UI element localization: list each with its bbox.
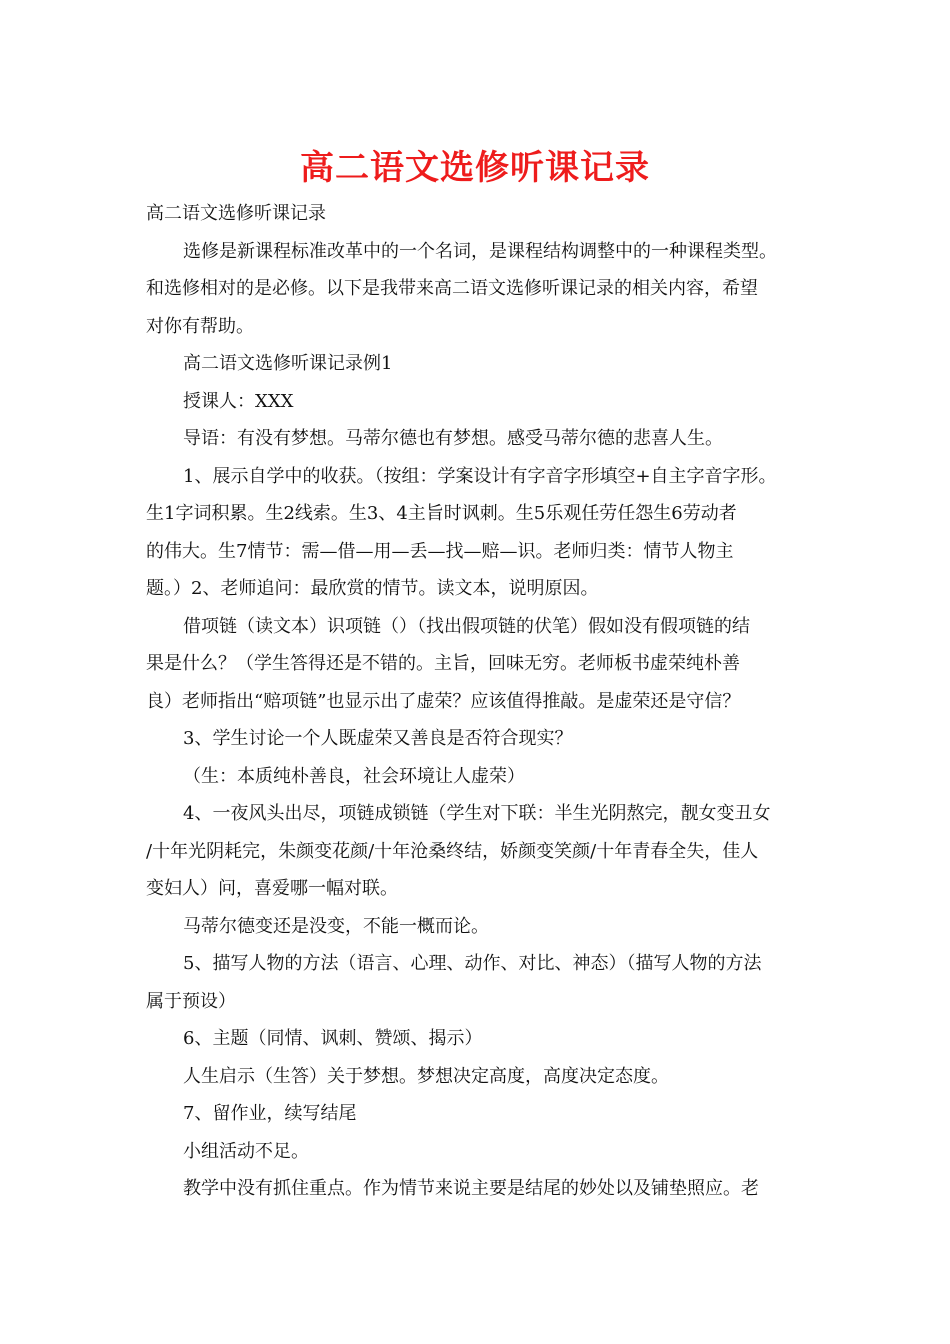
paragraph-line: 小组活动不足。	[183, 1140, 309, 1162]
paragraph-line: 变妇人）问，喜爱哪一幅对联。	[146, 878, 398, 899]
paragraph-line: 6、主题（同情、讽刺、赞颂、揭示）	[183, 1028, 483, 1049]
paragraph-line: 高二语文选修听课记录例1	[183, 353, 393, 374]
paragraph-line: 5、描写人物的方法（语言、心理、动作、对比、神态）（描写人物的方法	[183, 953, 762, 974]
paragraph-line: 题。）2、老师追问：最欣赏的情节。读文本，说明原因。	[146, 578, 599, 599]
paragraph-line: 属于预设）	[146, 990, 236, 1012]
paragraph-line: 选修是新课程标准改革中的一个名词，是课程结构调整中的一种课程类型。	[183, 240, 777, 262]
paragraph-line: 导语：有没有梦想。马蒂尔德也有梦想。感受马蒂尔德的悲喜人生。	[183, 428, 723, 449]
paragraph-line: 借项链（读文本）识项链（）（找出假项链的伏笔）假如没有假项链的结	[183, 615, 750, 637]
paragraph-line: 生1字词积累。生2线索。生3、4主旨时讽刺。生5乐观任劳任怨生6劳动者	[146, 503, 737, 524]
paragraph-line: 7、留作业，续写结尾	[183, 1103, 357, 1124]
paragraph-line: 马蒂尔德变还是没变，不能一概而论。	[183, 915, 489, 937]
paragraph-line: 的伟大。生7情节：需—借—用—丢—找—赔—识。老师归类：情节人物主	[146, 540, 734, 562]
paragraph-line: 对你有帮助。	[146, 315, 254, 337]
paragraph-line: （生：本质纯朴善良，社会环境让人虚荣）	[183, 765, 525, 787]
paragraph-line: 4、一夜风头出尽，项链成锁链（学生对下联：半生光阴熬完，靓女变丑女	[183, 803, 771, 824]
paragraph-line: /十年光阴耗完，朱颜变花颜/十年沧桑终结，娇颜变笑颜/十年青春全失，佳人	[146, 840, 759, 862]
paragraph-line: 良）老师指出“赔项链”也显示出了虚荣？应该值得推敲。是虚荣还是守信？	[146, 690, 741, 712]
paragraph-line: 高二语文选修听课记录	[146, 203, 326, 224]
document-title: 高二语文选修听课记录	[300, 148, 650, 188]
paragraph-line: 3、学生讨论一个人既虚荣又善良是否符合现实？	[183, 728, 573, 749]
paragraph-line: 1、展示自学中的收获。（按组：学案设计有字音字形填空+自主字音字形。	[183, 465, 777, 487]
paragraph-line: 人生启示（生答）关于梦想。梦想决定高度，高度决定态度。	[183, 1065, 669, 1087]
paragraph-line: 教学中没有抓住重点。作为情节来说主要是结尾的妙处以及铺垫照应。老	[183, 1178, 759, 1199]
paragraph-line: 和选修相对的是必修。以下是我带来高二语文选修听课记录的相关内容，希望	[146, 278, 758, 299]
document-body	[146, 195, 806, 1208]
paragraph-line: 授课人：XXX	[183, 390, 294, 412]
paragraph-line: 果是什么？（学生答得还是不错的。主旨，回味无穷。老师板书虚荣纯朴善	[146, 653, 740, 674]
